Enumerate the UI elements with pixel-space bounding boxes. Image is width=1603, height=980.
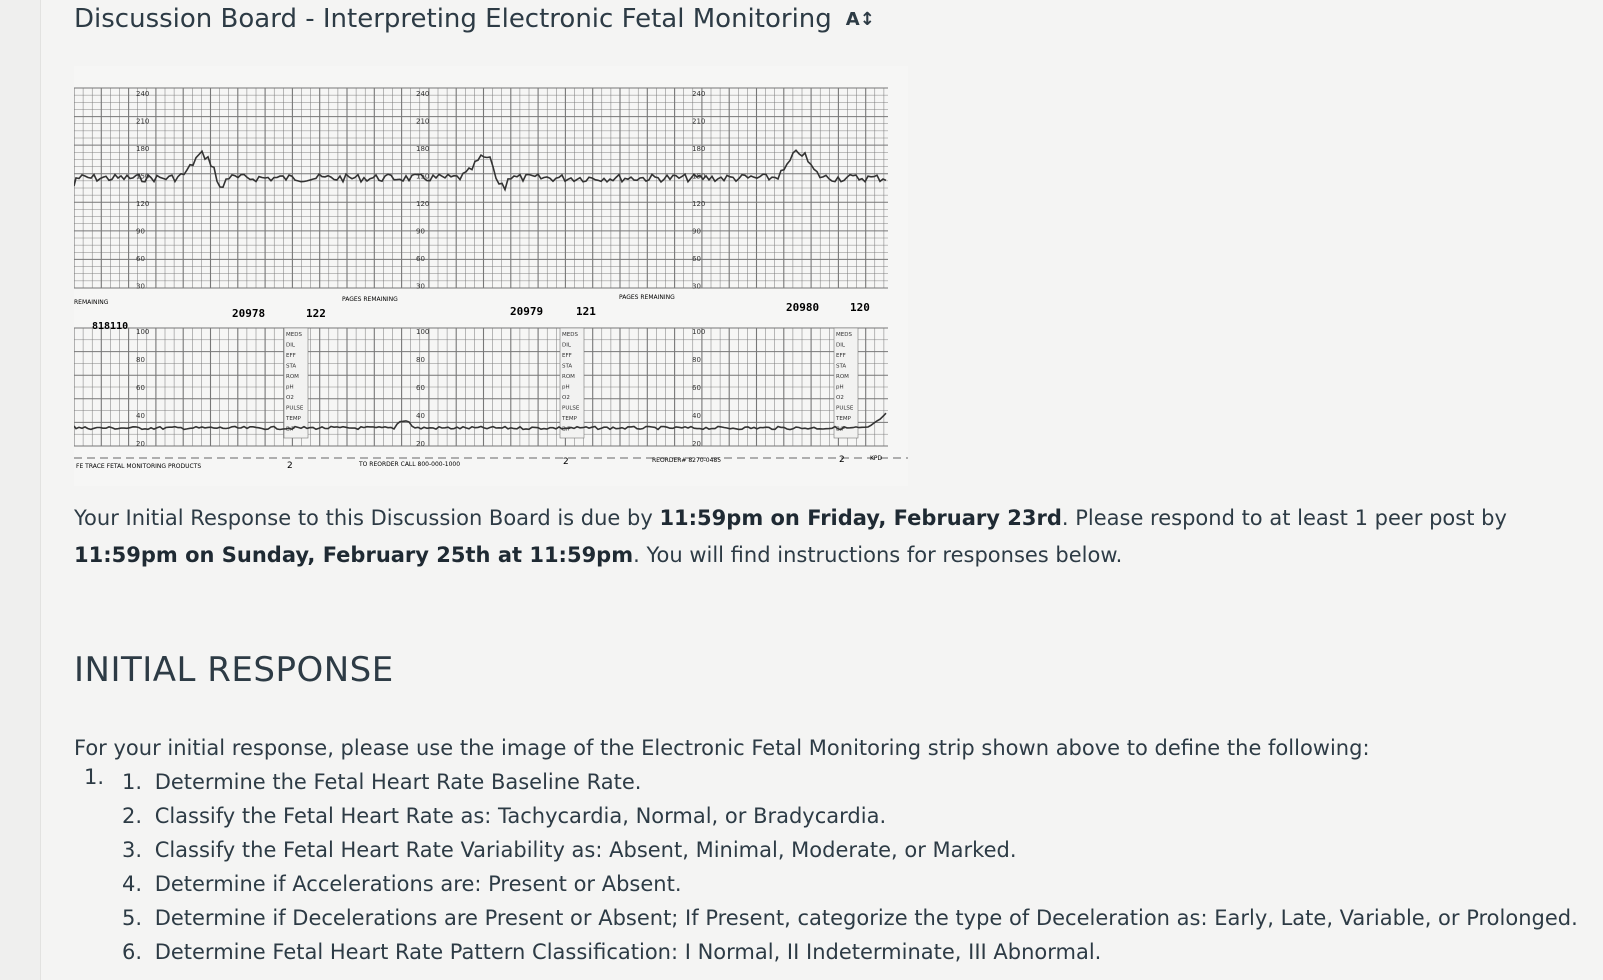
side-field-label: B/P <box>836 426 845 433</box>
list-item-number: 1. <box>122 770 143 794</box>
fhr-tick-label: 60 <box>692 255 701 263</box>
list-item-text: Classify the Fetal Heart Rate Variability as: Absent, Minimal, Moderate, or Marked. <box>154 838 1017 862</box>
uc-tick-label: 20 <box>136 440 145 448</box>
strip-label: 2 <box>287 461 293 471</box>
strip-label: REORDER# 8270-0485 <box>652 457 722 464</box>
uc-tick-label: 100 <box>136 328 150 336</box>
fhr-tick-label: 180 <box>692 145 706 153</box>
side-field-label: TEMP <box>562 416 577 422</box>
fhr-tick-label: 120 <box>692 200 706 208</box>
strip-label: TO REORDER CALL 800-000-1000 <box>359 461 461 468</box>
fhr-tick-label: 30 <box>692 282 701 291</box>
side-field-label: STA <box>286 363 297 370</box>
fhr-tick-label: 90 <box>136 227 145 236</box>
side-field-label: B/P <box>286 426 295 433</box>
uc-tick-label: 40 <box>692 412 701 420</box>
outer-list-number: 1. <box>84 765 105 789</box>
fhr-tick-label: 60 <box>136 255 145 263</box>
instruction-items <box>122 765 1578 969</box>
text-size-icon[interactable]: A↕ <box>845 8 875 30</box>
fhr-tick-label: 210 <box>692 117 706 126</box>
peer-due-date: 11:59pm on Sunday, February 25th at 11:59pm <box>74 543 634 567</box>
fhr-tick-label: 210 <box>416 117 430 126</box>
side-field-label: STA <box>836 363 847 370</box>
fhr-tick-label: 240 <box>136 90 150 98</box>
strip-label: 2 <box>563 457 569 467</box>
list-item-text: Determine Fetal Heart Rate Pattern Classification: I Normal, II Indeterminate, III Abnormal. <box>154 940 1102 964</box>
list-item-text: Classify the Fetal Heart Rate as: Tachycardia, Normal, or Bradycardia. <box>154 804 887 828</box>
list-item <box>122 765 1552 799</box>
uc-tick-label: 20 <box>692 440 701 448</box>
list-item <box>122 833 1552 867</box>
due-text-2: . Please respond to at least 1 peer post by <box>1061 506 1507 530</box>
uc-tick-label: 100 <box>416 328 430 336</box>
list-item-text: Determine the Fetal Heart Rate Baseline Rate. <box>154 770 642 794</box>
side-field-label: PULSE <box>562 405 580 412</box>
section-heading: INITIAL RESPONSE <box>74 650 394 690</box>
list-item-text: Determine if Accelerations are: Present or Absent. <box>154 872 682 896</box>
page-title <box>74 4 875 34</box>
fhr-tick-label: 210 <box>136 117 150 126</box>
side-field-label: PULSE <box>836 405 854 412</box>
strip-label: 2 <box>839 455 845 465</box>
strip-label: 818110 <box>92 321 129 332</box>
strip-label: 122 <box>306 307 326 320</box>
due-text-1: Your Initial Response to this Discussion Board is due by <box>74 506 660 530</box>
side-field-label: ROM <box>562 374 575 380</box>
fhr-tick-label: 90 <box>416 227 425 236</box>
strip-label: FE TRACE FETAL MONITORING PRODUCTS <box>76 463 202 470</box>
side-field-label: B/P <box>562 426 571 433</box>
side-field-label: pH <box>562 384 570 391</box>
strip-label: 20980 <box>786 301 820 314</box>
strip-label: 120 <box>850 301 870 314</box>
fetal-monitoring-strip-image <box>74 66 908 486</box>
side-field-label: TEMP <box>836 416 851 422</box>
strip-label: REMAINING <box>74 299 109 306</box>
side-field-label: PULSE <box>286 405 304 412</box>
list-item <box>122 867 1552 901</box>
instructions-intro: For your initial response, please use the image of the Electronic Fetal Monitoring strip shown above to define the following: <box>74 736 1370 760</box>
fetal-monitoring-strip-svg <box>74 66 908 486</box>
side-field-label: DIL <box>836 342 845 349</box>
due-text-3: . You will find instructions for responses below. <box>633 543 1123 567</box>
fhr-tick-label: 90 <box>692 227 701 236</box>
fhr-tick-label: 150 <box>136 172 150 181</box>
uc-tick-label: 80 <box>692 356 701 364</box>
fhr-tick-label: 30 <box>416 282 425 291</box>
fhr-tick-label: 180 <box>136 145 150 153</box>
uc-tick-label: 60 <box>692 384 701 392</box>
fhr-tick-label: 150 <box>692 172 706 181</box>
side-field-label: DIL <box>562 342 571 349</box>
uc-tick-label: 80 <box>136 356 145 364</box>
list-item-number: 4. <box>122 872 143 896</box>
fhr-tick-label: 240 <box>416 90 430 98</box>
list-item-number: 5. <box>122 906 143 930</box>
side-field-label: STA <box>562 363 573 370</box>
fhr-tick-label: 30 <box>136 282 145 291</box>
side-field-label: ROM <box>286 374 299 380</box>
side-field-label: O2 <box>562 395 570 401</box>
fhr-tick-label: 180 <box>416 145 430 153</box>
strip-label: PAGES REMAINING <box>342 296 398 303</box>
due-date-notice <box>74 500 1554 574</box>
left-border <box>0 0 41 980</box>
fhr-tick-label: 120 <box>416 200 430 208</box>
fhr-tick-label: 240 <box>692 90 706 98</box>
side-field-label: pH <box>286 384 294 391</box>
side-field-label: MEDS <box>286 332 302 338</box>
side-field-label: ROM <box>836 374 849 380</box>
list-item-number: 2. <box>122 804 143 828</box>
side-field-label: EFF <box>836 353 846 359</box>
list-item-text: Determine if Decelerations are Present or Absent; If Present, categorize the type of Deceleration as: Early, Late, Variable, or Prolonged. <box>154 906 1578 930</box>
uc-tick-label: 80 <box>416 356 425 364</box>
side-field-label: O2 <box>286 395 294 401</box>
side-field-label: pH <box>836 384 844 391</box>
list-item <box>122 935 1552 969</box>
strip-label: KPD <box>870 455 883 462</box>
list-item-number: 6. <box>122 940 143 964</box>
page-title-text: Discussion Board - Interpreting Electronic Fetal Monitoring <box>74 4 832 34</box>
side-field-label: TEMP <box>286 416 301 422</box>
strip-label: 20978 <box>232 307 266 320</box>
initial-due-date: 11:59pm on Friday, February 23rd <box>659 506 1062 530</box>
uc-tick-label: 40 <box>136 412 145 420</box>
uc-tick-label: 60 <box>136 384 145 392</box>
fhr-tick-label: 150 <box>416 172 430 181</box>
uc-tick-label: 20 <box>416 440 425 448</box>
side-field-label: O2 <box>836 395 844 401</box>
side-field-label: MEDS <box>836 332 852 338</box>
uc-tick-label: 40 <box>416 412 425 420</box>
list-item <box>122 901 1578 935</box>
uc-tick-label: 60 <box>416 384 425 392</box>
strip-label: 121 <box>576 305 596 318</box>
strip-label: PAGES REMAINING <box>619 294 675 301</box>
side-field-label: EFF <box>562 353 572 359</box>
strip-label: 20979 <box>510 305 544 318</box>
list-item-number: 3. <box>122 838 143 862</box>
uc-tick-label: 100 <box>692 328 706 336</box>
side-field-label: EFF <box>286 353 296 359</box>
list-item <box>122 799 1552 833</box>
fhr-tick-label: 120 <box>136 200 150 208</box>
fhr-tick-label: 60 <box>416 255 425 263</box>
side-field-label: DIL <box>286 342 295 349</box>
side-field-label: MEDS <box>562 332 578 338</box>
